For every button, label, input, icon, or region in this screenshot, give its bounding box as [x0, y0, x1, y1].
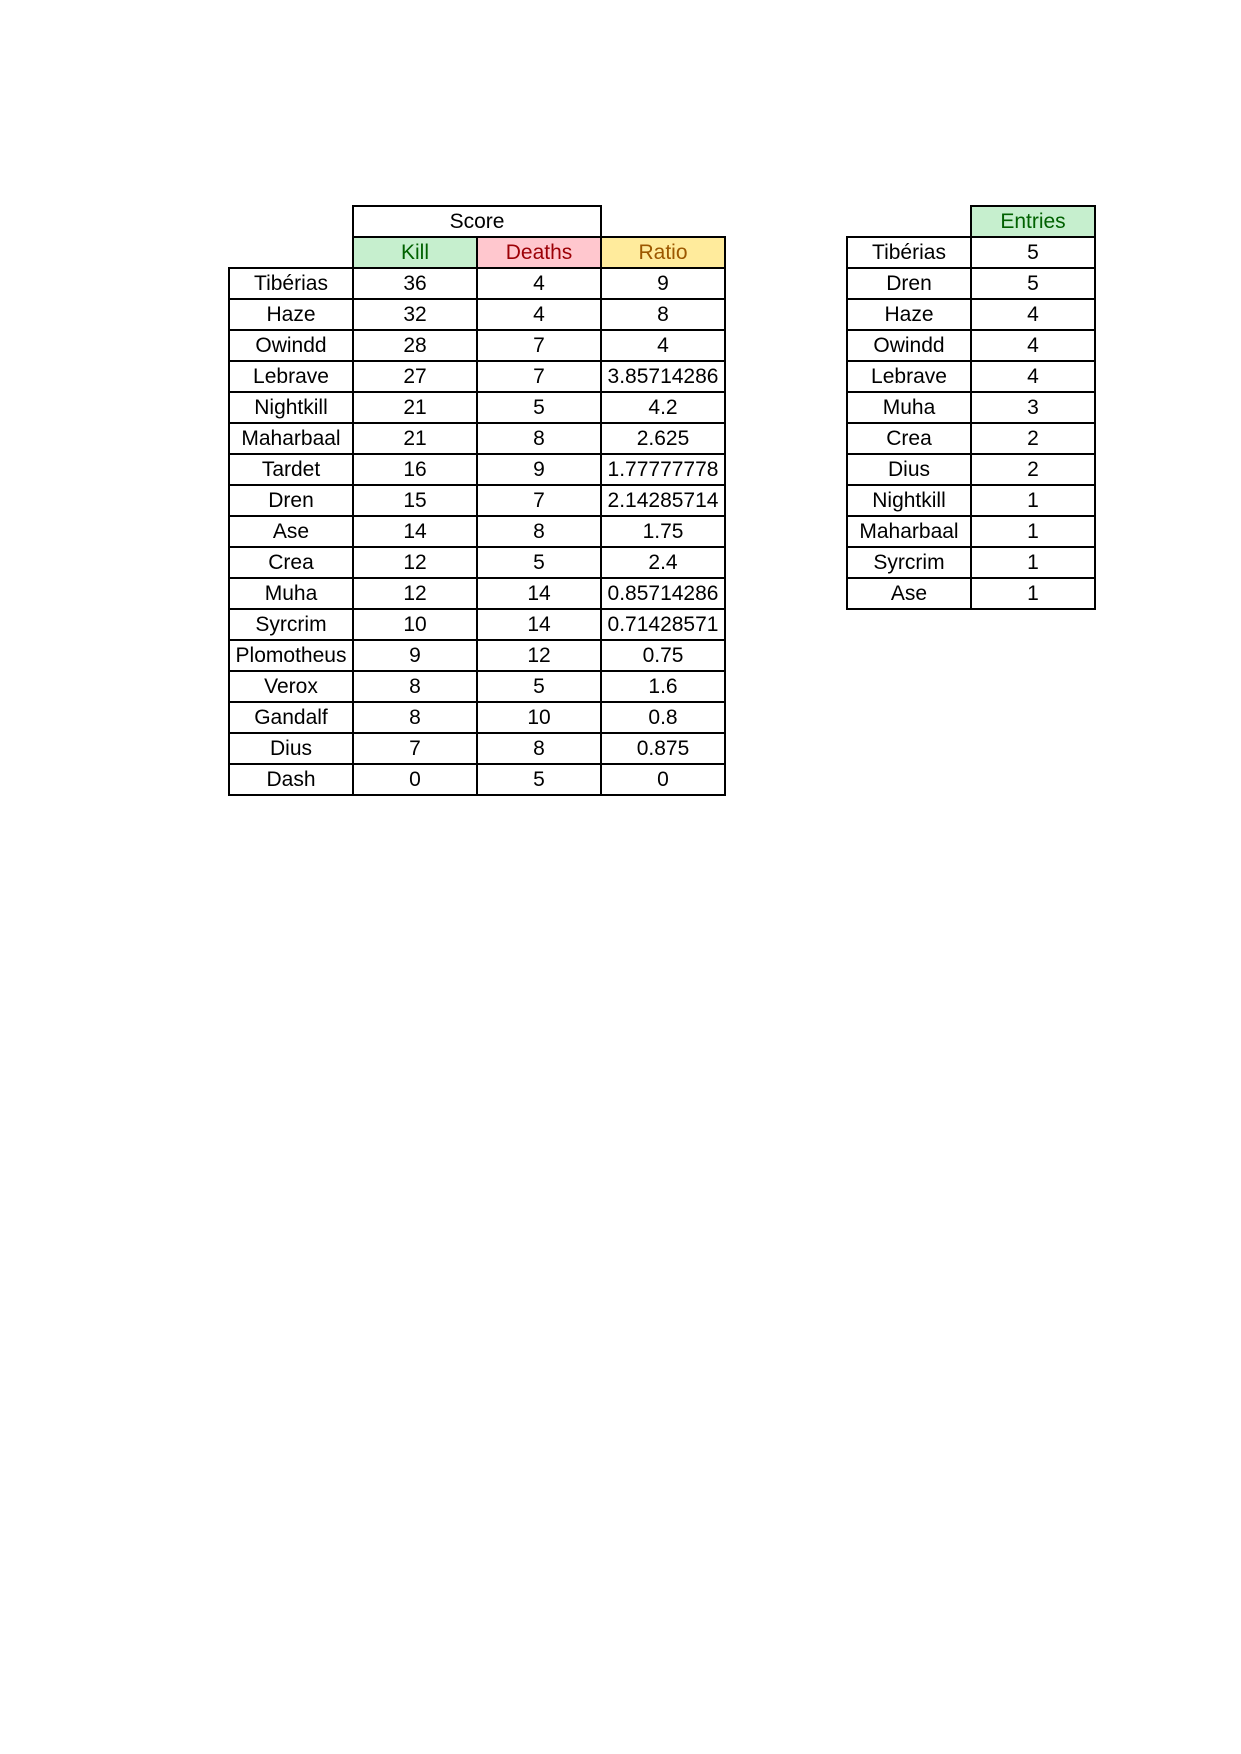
- entries-table-row: [847, 392, 1095, 423]
- score-group-header: Score: [353, 206, 601, 237]
- kill-cell: 9: [353, 640, 477, 671]
- entries-count-cell: 1: [971, 547, 1095, 578]
- player-name-cell: Maharbaal: [229, 423, 353, 454]
- score-table-row: [229, 640, 725, 671]
- deaths-cell: 5: [477, 671, 601, 702]
- score-table-row: [229, 299, 725, 330]
- score-table-row: [229, 547, 725, 578]
- kill-cell: 36: [353, 268, 477, 299]
- ratio-cell: 4.2: [601, 392, 725, 423]
- player-name-cell: Gandalf: [229, 702, 353, 733]
- player-name-cell: Tardet: [229, 454, 353, 485]
- score-table-row: [229, 330, 725, 361]
- deaths-cell: 14: [477, 609, 601, 640]
- entries-count-cell: 4: [971, 299, 1095, 330]
- kill-cell: 15: [353, 485, 477, 516]
- ratio-cell: 1.75: [601, 516, 725, 547]
- deaths-cell: 5: [477, 764, 601, 795]
- empty-corner-cell: [229, 237, 353, 268]
- score-table-row: [229, 516, 725, 547]
- deaths-cell: 8: [477, 733, 601, 764]
- player-name-cell: Tibérias: [847, 237, 971, 268]
- player-name-cell: Syrcrim: [847, 547, 971, 578]
- deaths-cell: 5: [477, 392, 601, 423]
- player-name-cell: Owindd: [229, 330, 353, 361]
- player-name-cell: Verox: [229, 671, 353, 702]
- player-name-cell: Muha: [229, 578, 353, 609]
- ratio-cell: 0.85714286: [601, 578, 725, 609]
- ratio-cell: 0.875: [601, 733, 725, 764]
- kill-cell: 28: [353, 330, 477, 361]
- ratio-cell: 0.75: [601, 640, 725, 671]
- kill-column-header: Kill: [353, 237, 477, 268]
- player-name-cell: Plomotheus: [229, 640, 353, 671]
- kill-cell: 14: [353, 516, 477, 547]
- score-group-header-row: [229, 206, 725, 237]
- empty-corner-cell: [847, 206, 971, 237]
- ratio-cell: 1.77777778: [601, 454, 725, 485]
- deaths-cell: 7: [477, 330, 601, 361]
- entries-table-row: [847, 547, 1095, 578]
- entries-count-cell: 1: [971, 578, 1095, 609]
- player-name-cell: Syrcrim: [229, 609, 353, 640]
- kill-cell: 8: [353, 671, 477, 702]
- entries-table-row: [847, 361, 1095, 392]
- ratio-cell: 1.6: [601, 671, 725, 702]
- score-table-row: [229, 702, 725, 733]
- entries-table: [846, 205, 1096, 610]
- entries-table-body: [847, 237, 1095, 609]
- score-table-row: [229, 671, 725, 702]
- deaths-cell: 7: [477, 485, 601, 516]
- kill-cell: 32: [353, 299, 477, 330]
- player-name-cell: Haze: [847, 299, 971, 330]
- deaths-cell: 10: [477, 702, 601, 733]
- entries-column-header: Entries: [971, 206, 1095, 237]
- player-name-cell: Lebrave: [229, 361, 353, 392]
- kill-cell: 27: [353, 361, 477, 392]
- empty-corner-cell: [229, 206, 353, 237]
- empty-header-cell: [601, 206, 725, 237]
- score-table-row: [229, 454, 725, 485]
- entries-count-cell: 2: [971, 423, 1095, 454]
- entries-count-cell: 5: [971, 237, 1095, 268]
- kill-cell: 8: [353, 702, 477, 733]
- player-name-cell: Crea: [229, 547, 353, 578]
- score-table-body: [229, 268, 725, 795]
- deaths-cell: 12: [477, 640, 601, 671]
- entries-count-cell: 4: [971, 361, 1095, 392]
- player-name-cell: Haze: [229, 299, 353, 330]
- deaths-cell: 4: [477, 299, 601, 330]
- entries-count-cell: 1: [971, 516, 1095, 547]
- deaths-cell: 4: [477, 268, 601, 299]
- deaths-cell: 8: [477, 516, 601, 547]
- player-name-cell: Nightkill: [229, 392, 353, 423]
- entries-header-row: [847, 206, 1095, 237]
- player-name-cell: Dren: [229, 485, 353, 516]
- player-name-cell: Lebrave: [847, 361, 971, 392]
- ratio-cell: 0: [601, 764, 725, 795]
- deaths-cell: 14: [477, 578, 601, 609]
- ratio-cell: 2.625: [601, 423, 725, 454]
- score-table-row: [229, 578, 725, 609]
- player-name-cell: Crea: [847, 423, 971, 454]
- ratio-column-header: Ratio: [601, 237, 725, 268]
- player-name-cell: Dren: [847, 268, 971, 299]
- deaths-column-header: Deaths: [477, 237, 601, 268]
- kill-cell: 7: [353, 733, 477, 764]
- score-table-row: [229, 733, 725, 764]
- entries-count-cell: 4: [971, 330, 1095, 361]
- kill-cell: 16: [353, 454, 477, 485]
- score-table-row: [229, 423, 725, 454]
- score-table-row: [229, 485, 725, 516]
- score-table-row: [229, 268, 725, 299]
- player-name-cell: Muha: [847, 392, 971, 423]
- entries-table-row: [847, 330, 1095, 361]
- player-name-cell: Dash: [229, 764, 353, 795]
- score-table-row: [229, 392, 725, 423]
- ratio-cell: 0.71428571: [601, 609, 725, 640]
- player-name-cell: Dius: [229, 733, 353, 764]
- entries-count-cell: 1: [971, 485, 1095, 516]
- score-table-row: [229, 764, 725, 795]
- player-name-cell: Ase: [847, 578, 971, 609]
- ratio-cell: 4: [601, 330, 725, 361]
- entries-table-row: [847, 516, 1095, 547]
- entries-table-row: [847, 237, 1095, 268]
- entries-count-cell: 2: [971, 454, 1095, 485]
- entries-count-cell: 3: [971, 392, 1095, 423]
- kill-cell: 10: [353, 609, 477, 640]
- kill-cell: 0: [353, 764, 477, 795]
- player-name-cell: Dius: [847, 454, 971, 485]
- score-column-header-row: [229, 237, 725, 268]
- deaths-cell: 7: [477, 361, 601, 392]
- kill-cell: 21: [353, 423, 477, 454]
- ratio-cell: 9: [601, 268, 725, 299]
- entries-table-row: [847, 454, 1095, 485]
- entries-table-row: [847, 578, 1095, 609]
- player-name-cell: Nightkill: [847, 485, 971, 516]
- entries-table-row: [847, 485, 1095, 516]
- entries-count-cell: 5: [971, 268, 1095, 299]
- kill-cell: 12: [353, 578, 477, 609]
- ratio-cell: 2.4: [601, 547, 725, 578]
- kill-cell: 12: [353, 547, 477, 578]
- ratio-cell: 0.8: [601, 702, 725, 733]
- entries-table-row: [847, 299, 1095, 330]
- score-table: [228, 205, 726, 796]
- entries-table-row: [847, 423, 1095, 454]
- kill-cell: 21: [353, 392, 477, 423]
- ratio-cell: 3.85714286: [601, 361, 725, 392]
- player-name-cell: Owindd: [847, 330, 971, 361]
- deaths-cell: 5: [477, 547, 601, 578]
- entries-table-row: [847, 268, 1095, 299]
- ratio-cell: 2.14285714: [601, 485, 725, 516]
- ratio-cell: 8: [601, 299, 725, 330]
- deaths-cell: 8: [477, 423, 601, 454]
- player-name-cell: Tibérias: [229, 268, 353, 299]
- player-name-cell: Maharbaal: [847, 516, 971, 547]
- score-table-row: [229, 361, 725, 392]
- player-name-cell: Ase: [229, 516, 353, 547]
- score-table-row: [229, 609, 725, 640]
- deaths-cell: 9: [477, 454, 601, 485]
